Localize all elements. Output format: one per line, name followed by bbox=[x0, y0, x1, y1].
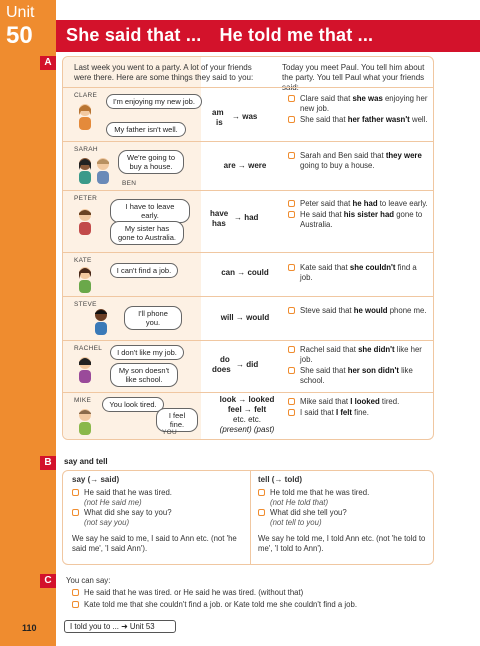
report-text: to leave early. bbox=[377, 199, 428, 208]
report-item bbox=[288, 151, 428, 171]
sidebar bbox=[0, 0, 56, 646]
report-item bbox=[288, 210, 428, 230]
report-item bbox=[288, 306, 428, 316]
report-list bbox=[288, 263, 428, 284]
row-peter bbox=[62, 190, 434, 252]
example-line bbox=[258, 508, 430, 518]
speech-bubble: I don't like my job. bbox=[110, 345, 184, 360]
report-text: Sarah and Ben said that bbox=[300, 151, 386, 160]
verb-top: am bbox=[212, 108, 224, 117]
unit-word: Unit bbox=[6, 4, 35, 21]
report-text: enjoying her new job. bbox=[300, 94, 428, 113]
report-bold: he had bbox=[352, 199, 378, 208]
speech-bubble: My son doesn't like school. bbox=[110, 363, 178, 387]
example-note: (not say you) bbox=[84, 518, 130, 527]
speech-bubble: I'm enjoying my new job. bbox=[106, 94, 202, 109]
clare-avatar-icon bbox=[76, 102, 94, 130]
report-item bbox=[288, 199, 428, 209]
verb-change: will → would bbox=[220, 313, 270, 322]
sarah-avatar-icon bbox=[76, 156, 94, 184]
section-c-intro: You can say: bbox=[66, 576, 111, 585]
report-text: Kate said that bbox=[300, 263, 350, 272]
speech-bubble: I feel fine. bbox=[156, 408, 198, 432]
row-kate bbox=[62, 252, 434, 296]
checkbox-icon bbox=[288, 211, 295, 218]
tell-note: We say he told me, I told Ann etc. (not 'he told to me', 'I told to Ann'). bbox=[258, 534, 426, 553]
verb-change bbox=[202, 395, 292, 435]
person-name: CLARE bbox=[74, 92, 98, 99]
report-text: find a job. bbox=[300, 263, 417, 282]
say-column bbox=[72, 475, 246, 554]
report-text: well. bbox=[409, 115, 428, 124]
report-text: He said that bbox=[300, 210, 344, 219]
verb-result: → was bbox=[232, 112, 258, 121]
report-text: Mike said that bbox=[300, 397, 351, 406]
section-c-text: Kate told me that she couldn't find a job. or Kate told me she couldn't find a job. bbox=[84, 600, 358, 609]
intro-right: Today you meet Paul. You tell him about the party. You tell Paul what your friends said: bbox=[282, 63, 425, 92]
report-bold: her father wasn't bbox=[347, 115, 410, 124]
report-text: going to buy a house. bbox=[300, 161, 375, 170]
page-number: 110 bbox=[22, 623, 37, 633]
example-text: What did she tell you? bbox=[270, 508, 347, 517]
checkbox-icon bbox=[288, 95, 295, 102]
report-item bbox=[288, 366, 428, 386]
section-a-label: A bbox=[40, 56, 56, 70]
report-item bbox=[288, 345, 428, 365]
section-c-label: C bbox=[40, 574, 56, 588]
person-name: MIKE bbox=[74, 397, 92, 404]
unit-number: 50 bbox=[6, 22, 33, 49]
report-bold: I felt bbox=[335, 408, 353, 417]
person-name: KATE bbox=[74, 257, 92, 264]
person-name: RACHEL bbox=[74, 345, 103, 352]
steve-avatar-icon bbox=[92, 307, 110, 335]
column-divider bbox=[250, 471, 251, 564]
report-text: Peter said that bbox=[300, 199, 353, 208]
report-text: fine. bbox=[352, 408, 369, 417]
report-text: like her job. bbox=[300, 345, 422, 364]
report-bold: I looked bbox=[350, 397, 380, 406]
mike-avatar-icon bbox=[76, 407, 94, 435]
title-part1: She said that ... bbox=[66, 25, 202, 45]
checkbox-icon bbox=[288, 264, 295, 271]
report-list bbox=[288, 151, 428, 172]
verb-top: have bbox=[210, 209, 229, 218]
checkbox-icon bbox=[288, 200, 295, 207]
checkbox-icon bbox=[72, 601, 79, 608]
speech-bubble: I'll phone you. bbox=[124, 306, 182, 330]
report-text: phone me. bbox=[387, 306, 427, 315]
section-b-title: say and tell bbox=[64, 457, 108, 466]
checkbox-icon bbox=[258, 509, 265, 516]
title-bar bbox=[56, 20, 480, 52]
example-text: He told me that he was tired. bbox=[270, 488, 370, 497]
report-bold: they were bbox=[385, 151, 422, 160]
ben-avatar-icon bbox=[94, 156, 112, 184]
report-list bbox=[288, 397, 428, 419]
report-text: She said that bbox=[300, 366, 348, 375]
report-item bbox=[288, 263, 428, 283]
verb-top: do bbox=[220, 355, 230, 364]
report-text: Clare said that bbox=[300, 94, 353, 103]
say-title: say (→ said) bbox=[72, 475, 120, 484]
verb-change: can → could bbox=[221, 268, 269, 277]
verb-result: → had bbox=[234, 213, 259, 222]
checkbox-icon bbox=[288, 307, 295, 314]
intro-left: Last week you went to a party. A lot of your friends were there. Here are some things they said to you: bbox=[74, 63, 254, 82]
verb-tense: (present) (past) bbox=[219, 425, 275, 434]
checkbox-icon bbox=[288, 346, 295, 353]
verb-etc: etc. etc. bbox=[232, 415, 261, 424]
speech-bubble: I have to leave early. bbox=[110, 199, 190, 223]
kate-avatar-icon bbox=[76, 265, 94, 293]
checkbox-icon bbox=[258, 489, 265, 496]
person-name: STEVE bbox=[74, 301, 97, 308]
checkbox-icon bbox=[72, 509, 79, 516]
speech-bubble: My sister has gone to Australia. bbox=[110, 221, 184, 245]
row-clare bbox=[62, 87, 434, 141]
example-line bbox=[72, 508, 246, 518]
example-note: (not He told that) bbox=[270, 498, 329, 507]
person-name: PETER bbox=[74, 195, 98, 202]
report-list bbox=[288, 94, 428, 126]
report-text: Rachel said that bbox=[300, 345, 359, 354]
report-item bbox=[288, 397, 428, 407]
verb-change bbox=[210, 209, 300, 229]
report-text: Steve said that bbox=[300, 306, 354, 315]
report-text: like school. bbox=[300, 366, 413, 385]
row-mike bbox=[62, 392, 434, 440]
report-text: gone to Australia. bbox=[300, 210, 423, 229]
example-line bbox=[258, 488, 430, 498]
speech-bubble: You look tired. bbox=[102, 397, 164, 412]
cross-reference-link[interactable]: I told you to ... ➜ Unit 53 bbox=[64, 620, 176, 633]
second-name: YOU bbox=[162, 429, 177, 436]
report-list bbox=[288, 345, 428, 387]
example-text: He said that he was tired. bbox=[84, 488, 172, 497]
verb-change: are → were bbox=[223, 161, 267, 170]
report-text: She said that bbox=[300, 115, 348, 124]
say-note: We say he said to me, I said to Ann etc. (not 'he said me', 'I said Ann'). bbox=[72, 534, 237, 553]
verb-result: → did bbox=[236, 360, 259, 369]
title-part2: He told me that ... bbox=[219, 25, 374, 45]
report-bold: his sister had bbox=[343, 210, 395, 219]
example-text: What did she say to you? bbox=[84, 508, 172, 517]
peter-avatar-icon bbox=[76, 207, 94, 235]
page-title bbox=[66, 25, 391, 46]
example-line bbox=[72, 488, 246, 498]
row-rachel bbox=[62, 340, 434, 392]
checkbox-icon bbox=[288, 409, 295, 416]
report-bold: he would bbox=[353, 306, 388, 315]
verb-bottom: does bbox=[212, 365, 231, 374]
report-item bbox=[288, 94, 428, 114]
checkbox-icon bbox=[288, 152, 295, 159]
section-b-label: B bbox=[40, 456, 56, 470]
report-item bbox=[288, 115, 428, 125]
second-name: BEN bbox=[122, 180, 137, 187]
verb-line: look → looked bbox=[219, 395, 275, 404]
person-name: SARAH bbox=[74, 146, 98, 153]
report-list bbox=[288, 199, 428, 231]
report-bold: her son didn't bbox=[347, 366, 399, 375]
report-text: tired. bbox=[379, 397, 400, 406]
section-c-line bbox=[66, 599, 436, 610]
speech-bubble: My father isn't well. bbox=[106, 122, 186, 137]
example-note: (not He said me) bbox=[84, 498, 142, 507]
section-c-text: He said that he was tired. or He said he was tired. (without that) bbox=[84, 588, 304, 597]
row-sarah bbox=[62, 141, 434, 190]
verb-bottom: has bbox=[212, 219, 226, 228]
checkbox-icon bbox=[72, 589, 79, 596]
checkbox-icon bbox=[288, 398, 295, 405]
verb-line: feel → felt bbox=[227, 405, 267, 414]
report-list bbox=[288, 306, 428, 317]
unit-box bbox=[0, 0, 56, 52]
speech-bubble: I can't find a job. bbox=[110, 263, 178, 278]
report-bold: she was bbox=[352, 94, 383, 103]
row-steve bbox=[62, 296, 434, 340]
report-text: I said that bbox=[300, 408, 336, 417]
checkbox-icon bbox=[288, 116, 295, 123]
checkbox-icon bbox=[288, 367, 295, 374]
speech-bubble: We're going to buy a house. bbox=[118, 150, 184, 174]
report-bold: she didn't bbox=[358, 345, 395, 354]
verb-bottom: is bbox=[216, 118, 223, 127]
report-item bbox=[288, 408, 428, 418]
tell-column bbox=[258, 475, 430, 554]
tell-title: tell (→ told) bbox=[258, 475, 302, 484]
section-c-line bbox=[66, 587, 436, 598]
checkbox-icon bbox=[72, 489, 79, 496]
report-bold: she couldn't bbox=[349, 263, 396, 272]
rachel-avatar-icon bbox=[76, 355, 94, 383]
example-note: (not tell to you) bbox=[270, 518, 322, 527]
